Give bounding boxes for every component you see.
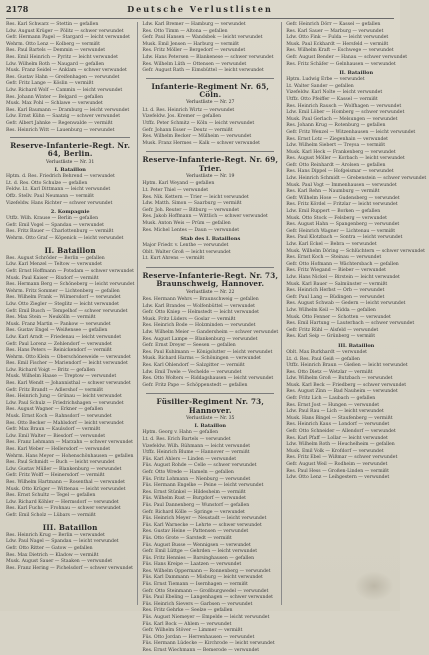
list-item: Gefr. Paul Lang — Büdingen — verwundet: [286, 294, 385, 300]
entry-list: [142, 297, 278, 389]
list-item: Gefr. Emil Lüttge — Gehrden — leicht verwundet: [142, 549, 258, 555]
list-item: Lt. d. Res. Otto Schulze — gefallen: [6, 180, 88, 186]
list-item: Res. Hermann Wehrs — Braunschweig — gefallen: [142, 297, 259, 303]
list-item: Res. Heinrich Rausch — Wolfhagen — verwundet: [286, 103, 402, 109]
list-item: Ldw. Matth. Simon — Saarburg — vermißt: [142, 201, 242, 207]
list-item: Utffz. Heinrich Braun — Gießen — leicht verwundet: [286, 363, 408, 369]
subsection-title: III. Bataillon: [338, 342, 375, 349]
list-item: Res. Fritz Ebel — Wißmar — schwer verwundet: [286, 455, 398, 461]
subsection-title: 2. Kompagnie: [50, 209, 90, 216]
list-item: Res. Heinrich Kaus — Londorf — verwundet: [286, 422, 390, 428]
list-item: Ldw. Karl Arndt — Friedenau — leicht verwundet: [6, 334, 122, 340]
list-item: Musk. Paul Vogt — Immenhausen — verwundet: [286, 182, 397, 188]
list-item: Musk. August Sauer — Staaken — verwundet: [6, 559, 113, 565]
list-item: Gefr. Paul Lorenz — Zehlendorf — verwundet: [6, 341, 112, 347]
list-item: Res. Wilhelm Oppermann — Ronnenberg — verwundet: [142, 568, 271, 574]
list-item: Wehrm. Otto Lenz — Kolberg — vermißt: [6, 41, 100, 47]
list-item: Musk. Karl Beck — Friedberg — schwer verwundet: [286, 382, 407, 388]
list-item: Gefr. August Rath — Eimsbüttel — leicht verwundet: [142, 68, 264, 74]
list-item: Füs. Heinrich Sievers — Garbsen — verwundet: [142, 601, 253, 607]
entry-list: [142, 430, 278, 654]
list-item: Res. August Lampe — Blankenburg — verwundet: [142, 336, 258, 342]
list-item: Ldw. Paul Rau — Lich — leicht verwundet: [286, 409, 384, 415]
list-item: Utffz. Heinrich Blume — Hannover — vermißt: [142, 450, 250, 456]
list-item: Ldw. Heinrich Schmidt — Grebenstein — schwer verwundet: [286, 176, 427, 182]
list-item: Utffz. Peter Schmitz — Köln — leicht verwundet: [142, 121, 255, 126]
section-fr-73: [142, 398, 278, 654]
list-item: Gefr. Fritz Brandt — Adlershof — vermißt: [6, 387, 104, 393]
list-item: Lt. Walter Sander — gefallen: [286, 83, 354, 89]
list-item: Res. Karl Wendt — Johannisthal — schwer verwundet: [6, 381, 131, 387]
list-item: Musk. Paul Gerlach — Melsungen — verwundet: [286, 116, 398, 122]
list-item: Res. Paul Bartels — Demmin — verwundet: [6, 48, 106, 54]
list-item: Res. Paul Hess — Großen-Linden — vermißt: [286, 468, 389, 474]
section-subtitle: Verlustliste — Nr. 27: [186, 100, 235, 106]
list-item: Vizefeldw. Jos. Kremer — gefallen: [142, 114, 222, 120]
list-item: Res. Paul Kuhlmann — Königslutter — leicht verwundet: [142, 349, 273, 355]
section-subtitle: Verlustliste — Nr. 22: [186, 289, 235, 295]
list-item: Lt. d. Res. Heinrich Wirtz — verwundet: [142, 107, 235, 113]
list-item: Res. Heinrich Krug — Berlin — verwundet: [6, 532, 105, 538]
list-item: Res. Jakob Hoffmann — Wittlich — schwer verwundet: [142, 214, 268, 220]
list-item: Res. Hermann Berg — Schöneberg — leicht verwundet: [6, 282, 135, 288]
list-item: Füs. August Niemeyer — Empelde — leicht verwundet: [142, 615, 270, 621]
list-item: Res. Nik. Kettern — Trier — leicht verwundet: [142, 194, 249, 200]
list-item: Oblt. Walter Groß — leicht verwundet: [142, 249, 231, 255]
subsection-title: I. Bataillon: [194, 423, 227, 430]
section-iii-bataillon: [6, 524, 134, 573]
list-item: Musk. Emil Volk — Krofdorf — verwundet: [286, 448, 384, 454]
section-rir-64: [6, 142, 134, 242]
list-item: Gefr. Ernst Dreyer — Seesen — gefallen: [142, 343, 236, 349]
list-item: Hptm. Karl Weyand — gefallen: [142, 181, 215, 187]
list-item: Wehrm. Otto Klein — Oberschöneweide — verwundet: [6, 354, 131, 360]
list-item: Res. August Zinn — Bad Nauheim — verwundet: [286, 389, 398, 395]
page-header: [6, 4, 394, 19]
list-item: Ldw. Karl Brandes — Wolfenbüttel — verwundet: [142, 303, 255, 309]
list-item: Füs. Paul Dannenberg — Wunstorf — gefallen: [142, 502, 250, 508]
list-item: Musk. Ernst Koch — Rahnsdorf — verwundet: [6, 414, 112, 420]
list-item: Gefr. Fritz Pape — Schöppenstedt — gefallen: [142, 382, 248, 388]
list-item: Ldw. Otto Ziegler — Steglitz — leicht verwundet: [6, 301, 119, 307]
list-item: Lt. Peter Thiel — verwundet: [142, 188, 209, 194]
list-item: Res. Karl Seip — Grünberg — vermißt: [286, 334, 376, 340]
list-item: Musk. Karl Heck — Frankenberg — verwundet: [286, 149, 396, 155]
list-item: Gefr. Fritz Lich — Laubach — gefallen: [286, 396, 376, 402]
list-item: Res. Fritz Wiegand — Bieber — verwundet: [286, 268, 386, 274]
list-item: Res. Karl Baumann — Dramburg — leicht verwundet: [6, 107, 130, 113]
list-item: Ldw. Paul Nagel — Spandau — leicht verwundet: [6, 539, 119, 545]
list-item: Vizefeldw. Karl Nolte — leicht verwundet: [286, 90, 383, 96]
list-item: Musk. Wilhelm Haase — Treptow — verwundet: [6, 374, 117, 380]
list-item: Musk. Richard Harms — Schöningen — verwundet: [142, 356, 261, 362]
list-item: Gefr. Heinrich Wagner — Lichtenau — vermißt: [286, 228, 396, 234]
divider: [146, 151, 274, 152]
list-item: Musk. Otto Fenner — Schotten — verwundet: [286, 314, 391, 320]
list-item: Füs. Fritz Lohmann — Nienburg — verwundet: [142, 476, 251, 482]
list-item: Gefr. Emil Busch — Tempelhof — schwer verwundet: [6, 308, 128, 314]
list-item: Res. Franz Lehmann — Marzahn — schwer verwundet: [6, 440, 133, 446]
list-item: Res. August Wagner — Erkner — gefallen: [6, 407, 104, 413]
list-item: Res. Heinrich Bode — Holzminden — verwundet: [142, 323, 256, 329]
list-item: Res. Karl Schwarz — Stettin — gefallen: [6, 22, 99, 27]
list-item: Gefr. Otto Ritter — Gatow — gefallen: [6, 546, 93, 551]
section-title: Füsilier-Regiment Nr. 73, Hannover.: [156, 397, 265, 415]
list-item: Füs. Hans Kreipe — Laatzen — verwundet: [142, 562, 242, 568]
list-item: Res. Karl Ohlendorf — Salzgitter — vermißt: [142, 362, 245, 368]
list-item: Ldw. Emil Löber — Homberg — schwer verwundet: [286, 110, 405, 116]
list-item: Res. Franz Hering — Pichelsdorf — schwer verwundet: [6, 565, 134, 571]
list-item: Res. August Hahn — Spangenberg — verwundet: [286, 222, 400, 228]
list-item: Res. Wilhelm Hartmann — Rosenthal — verwundet: [6, 479, 125, 485]
list-item: Res. Wilhelm Becker — Mülheim — verwundet: [142, 134, 252, 140]
list-item: Res. Otto Becker — Mahlsdorf — leicht verwundet: [6, 420, 124, 426]
list-item: Res. Emil Fischer — Mariendorf — leicht verwundet: [6, 361, 128, 367]
list-item: Gefr. Paul Hansen — Wandsbek — leicht verwundet: [142, 35, 263, 41]
list-item: Res. Heinrich Jung — Grünau — leicht verwundet: [6, 394, 122, 400]
list-item: Ldw. Wilhelm Roth — Heuchelheim — gefallen: [286, 442, 395, 448]
list-item: Ldw. Karl Eckel — Bebra — verwundet: [286, 242, 377, 247]
list-item: Ldw. Otto Fink — Fulda — leicht verwundet: [286, 35, 389, 41]
list-item: Wehrm. Otto Graf — Köpenick — leicht verwundet: [6, 235, 124, 241]
list-item: Musk. Paul Kaiser — Rixdorf — vermißt: [6, 275, 99, 281]
list-item: Res. Wilhelm Frank — Wilmersdorf — verwundet: [6, 295, 121, 301]
list-item: Musk. Anton Weis — Prüm — gefallen: [142, 221, 231, 226]
list-item: Res. Emil Heinrich — Pyritz — leicht verwundet: [6, 54, 118, 60]
list-item: Füs. Hermann Lüdecke — Kirchrode — leicht verwundet: [142, 641, 275, 647]
list-item: Gefr. Fritz Lange — Köslin — vermißt: [6, 81, 94, 87]
list-item: Utffz. Wilh. Krause — Berlin — gefallen: [6, 216, 99, 222]
columns: [6, 22, 427, 653]
list-item: Gefr. Richard Kölle — Springe — verwundet: [142, 509, 245, 515]
list-item: Ldw. Wilhelm Meier — Gandersheim — schwer verwundet: [142, 330, 279, 335]
list-item: Füs. Wilhelm Rust — Burgdorf — verwundet: [142, 496, 246, 502]
list-item: Res. Ernst Koch — Steinau — verwundet: [286, 255, 382, 261]
subsection-title: I. Bataillon: [54, 167, 86, 174]
list-item: Füs. Otto Grote — Sarstedt — vermißt: [142, 535, 232, 541]
divider: [10, 137, 130, 138]
list-item: Res. Fritz Möller — Bergedorf — verwundet: [142, 48, 246, 54]
entry-list: [142, 243, 278, 263]
list-item: Res. Heinrich Witt — Lauenburg — verwundet: [6, 127, 115, 133]
divider: [146, 267, 274, 268]
list-item: Gefr. Heinrich Dörr — Kassel — gefallen: [286, 22, 381, 27]
section-rir-69: [142, 156, 278, 263]
page-number: 2178: [6, 4, 29, 14]
list-item: Hptm. Ludwig Erbe — verwundet: [286, 77, 365, 83]
list-item: Musk. Franz Martin — Pankow — verwundet: [6, 321, 111, 327]
section-title: II. Bataillon: [44, 245, 96, 255]
list-item: Gefr. Otto Kniep — Helmstedt — leicht verwundet: [142, 310, 259, 316]
divider: [146, 78, 274, 79]
section-title: Reserve-Infanterie-Regt. Nr. 64, Berlin.: [10, 141, 131, 159]
list-item: Gefr. Otto Hofmann — Wächtersbach — gefallen: [286, 261, 399, 267]
list-item: Res. Ernst Stünkel — Hildesheim — vermißt: [142, 489, 246, 495]
section-title: Infanterie-Regiment Nr. 65, Cöln.: [151, 81, 270, 100]
list-item: Res. Hans Dippel — Hofgeismar — verwundet: [286, 169, 394, 175]
list-item: Feldw. Lt. Karl Dittmann — leicht verwundet: [6, 187, 111, 193]
list-item: Musk. Otto Stock — Felsberg — verwundet: [286, 215, 387, 221]
column-middle: [142, 22, 282, 653]
list-item: Gefr. Emil Vogel — Spandau — verwundet: [6, 222, 104, 228]
list-item: Ldw. Emil Walter — Biesdorf — verwundet: [6, 433, 106, 439]
entry-list: [286, 350, 426, 482]
list-item: Res. Ernst Jost — Hungen — verwundet: [286, 402, 380, 408]
middle-top-list: [142, 22, 278, 75]
list-item: Wehrm. Fritz Sommer — Lichtenberg — gefallen: [6, 288, 120, 294]
list-item: Res. Karl Weber — Hellersdorf — verwundet: [6, 447, 111, 452]
list-item: Res. Fritz Bauer — Charlottenburg — vermißt: [6, 229, 114, 235]
column-left: [6, 22, 138, 605]
list-item: Res. Paul Klotzbach — Sontra — leicht verwundet: [286, 235, 403, 241]
list-item: Res. Karl Sauer — Marburg — verwundet: [286, 28, 384, 34]
list-item: Füs. Karl Dammann — Misburg — leicht verwundet: [142, 575, 263, 581]
list-item: Res. August Schwab — Gedern — leicht verwundet: [286, 301, 406, 307]
list-item: Füs. Otto Jordan — Herrenhausen — verwundet: [142, 634, 255, 640]
list-item: Ldw. Emil Ruppert — Borken — gefallen: [286, 209, 381, 215]
paper-stain: [354, 571, 394, 601]
list-item: Ldw. Emil Twele — Vechelde — verwundet: [142, 369, 242, 375]
list-item: Res. Otto Timm — Altona — gefallen: [142, 28, 228, 34]
list-item: Musk. Fritz Lüders — Goslar — vermißt: [142, 316, 236, 322]
list-item: Res. Gustav Hahn — Greifenhagen — verwundet: [6, 74, 120, 80]
list-item: Res. Johann Winter — Belgard — gefallen: [6, 94, 104, 100]
list-item: Res. August Schröder — Berlin — gefallen: [6, 255, 105, 261]
list-item: Ldw. Wilhelm Groß — Butzbach — verwundet: [286, 376, 393, 382]
list-item: Lt. Kurt Ahrens — vermißt: [142, 256, 205, 262]
list-item: Gefr. Hermann Pagel — Stargard — leicht verwundet: [6, 35, 130, 41]
list-item: Gefr. August Bender — Hanau — schwer verwundet: [286, 54, 408, 60]
list-item: Res. Max Dietrich — Kladow — vermißt: [6, 552, 99, 558]
list-item: Gefr. Otto Schneider — Allendorf — verwundet: [286, 429, 396, 435]
list-item: Ldw. Ernst Kühn — Saatzig — schwer verwundet: [6, 114, 121, 120]
list-item: Musk. Wilhelm Döring — Schlüchtern — schwer verwundet: [286, 248, 425, 254]
list-item: Gefr. Otto Steinmann — Großburgwedel — verwundet: [142, 588, 269, 594]
list-item: Res. Heinrich Herbst — Orb — verwundet: [286, 288, 385, 294]
list-item: Hptm. d. Res. Friedrich Behrend — verwundet: [6, 174, 115, 180]
entry-list: [6, 256, 134, 520]
list-item: Musk. Hans Bingel — Staufenberg — vermißt: [286, 415, 393, 421]
list-item: Füs. Ernst Tiemann — Isernhagen — vermißt: [142, 582, 248, 588]
list-item: Res. Otto Wolters — Riddagshausen — leicht verwundet: [142, 376, 274, 382]
section-title: III. Bataillon: [42, 522, 98, 532]
list-item: Res. Ernst Lotz — Ziegenhain — verwundet: [286, 136, 388, 142]
subsection-title: II. Bataillon: [339, 70, 374, 77]
list-item: Vizefeldw. Hans Richter — schwer verwundet: [6, 200, 113, 206]
list-item: Musk. Franz Hermes — Kalk — schwer verwundet: [142, 140, 260, 146]
list-item: Ldw. Richard Voigt — Britz — gefallen: [6, 367, 96, 373]
list-item: Musk. Franz Seidel — Anklam — schwer verwundet: [6, 68, 127, 74]
list-item: Oblt. Max Burkhardt — verwundet: [286, 349, 368, 355]
list-item: Gefr. Max Braun — Kaulsdorf — vermißt: [6, 427, 101, 433]
list-item: Res. Fritz Gehrke — Seelze — gefallen: [142, 608, 233, 614]
list-item: Ldw. Hans Nickel — Birstein — leicht verwundet: [286, 274, 400, 280]
section-title: Reserve-Infanterie-Regt. Nr. 73, Braunschweig, Hannover.: [142, 270, 279, 289]
list-item: Füs. Karl Ahlers — Linden — verwundet: [142, 456, 237, 462]
list-item: Res. Fritz Kördel — Fritzlar — leicht verwundet: [286, 202, 398, 208]
list-item: Füs. August Rohde — Celle — schwer verwundet: [142, 463, 257, 469]
left-top-list: [6, 22, 134, 134]
list-item: Ldw. August Krüger — Pölitz — schwer verwundet: [6, 28, 124, 34]
list-item: Utffz. Otto Pfeiffer — Kassel — vermißt: [286, 96, 378, 102]
list-item: Gefr. Wilhelm Stöver — Limmer — vermißt: [142, 628, 243, 634]
list-item: Ldw. Paul Schulz — Friedrichshagen — verwundet: [6, 400, 124, 406]
list-item: Musk. Otto Krüger — Wittenau — leicht verwundet: [6, 486, 126, 492]
list-item: Füs. Paul Ebeling — Langenhagen — schwer verwundet: [142, 595, 273, 601]
entry-list: [6, 533, 134, 573]
list-item: Ldw. Hans Petersen — Blankenese — schwer verwundet: [142, 54, 274, 60]
list-item: Ldw. Karl Menzel — Teltow — verwundet: [6, 262, 102, 268]
list-item: Ldw. Richard Wolf — Cammin — leicht verwundet: [6, 87, 123, 93]
entry-list: [142, 181, 278, 234]
list-item: Gefr. Wilhelm Hose — Gudensberg — verwundet: [286, 195, 400, 201]
list-item: Res. Ernst Schultz — Tegel — gefallen: [6, 493, 96, 499]
list-item: Füs. Karl Bock — Ahlem — verwundet: [142, 621, 232, 627]
list-item: Gefr. Albert Jahnke — Regenwalde — vermißt: [6, 120, 113, 126]
list-item: Res. Wilhelm Kraft — Eschwege — verwundet: [286, 48, 394, 54]
list-item: Res. Max Stein — Neukölln — vermißt: [6, 315, 96, 321]
list-item: Ldw. Wilhelm Keil — Nidda — gefallen: [286, 307, 376, 313]
list-item: Gefr. Emil Scholz — Lübars — vermißt: [6, 512, 96, 518]
list-item: Wehrm. Hans Meyer — Hohenschönhausen — gefallen: [6, 453, 134, 459]
section-rir-73: [142, 272, 278, 389]
list-item: Gefr. Fritz Wolff — Heinersdorf — vermißt: [6, 473, 105, 479]
section-ir-65: [142, 83, 278, 148]
entry-list: [6, 174, 134, 207]
list-item: Res. Gustav Engel — Weißensee — gefallen: [6, 328, 108, 334]
entry-list: [6, 216, 134, 242]
section-ii-bataillon: [6, 247, 134, 520]
list-item: Hptm. Georg v. Hahn — gefallen: [142, 430, 219, 436]
list-item: Gefr. Otto Wrede — Hameln — gefallen: [142, 469, 234, 475]
list-item: Ldw. Richard Köhler — Hermsdorf — verwundet: [6, 499, 119, 505]
list-item: Res. Otto Dietz — Wetzlar — vermißt: [286, 369, 373, 375]
list-item: Lt. d. Res. Erich Bartels — verwundet: [142, 437, 231, 442]
list-item: Res. Gustav Heine — Pattensen — verwundet: [142, 529, 249, 535]
list-item: Gefr. Fritz Wenzel — Witzenhausen — leicht verwundet: [286, 129, 416, 135]
list-item: Res. Fritz Schäfer — Gelnhausen — verwundet: [286, 61, 396, 67]
list-item: Ldw. Otto Lenz — Leihgestern — verwundet: [286, 475, 390, 481]
list-item: Res. Karl Fuchs — Frohnau — schwer verwundet: [6, 506, 121, 512]
list-item: Vizefeldw. Wilh. Rühmann — leicht verwundet: [142, 443, 251, 449]
list-item: Major Friedr. v. Lenthe — verwundet: [142, 243, 229, 249]
list-item: Res. Karl Rehn — Naumburg — vermißt: [286, 189, 380, 195]
list-item: Res. Hans Peters — Reinickendorf — vermißt: [6, 348, 112, 354]
list-item: Füs. Heinrich Meyer — Neustadt — leicht verwundet: [142, 516, 267, 522]
list-item: Musk. Emil Jensen — Harburg — vermißt: [142, 41, 240, 47]
column-right: [286, 22, 429, 605]
subsection-title: Stab des I. Bataillons: [180, 236, 241, 243]
list-item: Ldw. Gustav Müller — Blankenburg — verwundet: [6, 466, 122, 472]
list-item: Gefr. Fritz Rühl — Alsfeld — verwundet: [286, 327, 379, 333]
list-item: Füs. Fritz Hennies — Barsinghausen — gefallen: [142, 555, 255, 561]
list-item: Musk. Paul Eckhardt — Hersfeld — vermißt: [286, 41, 389, 47]
right-top-list: [286, 22, 426, 68]
list-item: Res. Johann Krug — Rotenburg — gefallen: [286, 123, 386, 129]
list-item: Res. August Möller — Korbach — leicht verwundet: [286, 156, 405, 162]
list-item: Ldw. Karl Bremer — Hamburg — verwundet: [142, 22, 246, 27]
list-item: Füs. August Busse — Wennigsen — verwundet: [142, 542, 251, 548]
list-item: Lt. d. Res. Paul Geiß — gefallen: [286, 356, 361, 362]
list-item: Ldw. Wilhelm Roth — Naugard — gefallen: [6, 61, 105, 67]
list-item: Musk. Max Pohl — Schlawe — verwundet: [6, 101, 103, 107]
section-subtitle: Verlustliste — Nr. 35: [186, 415, 235, 421]
list-item: Füs. Hermann Engelke — Peine — leicht verwundet: [142, 483, 264, 489]
divider: [146, 393, 274, 394]
list-item: Res. Paul Schmidt — Buch — leicht verwundet: [6, 460, 115, 466]
list-item: Musk. Karl Bauer — Salmünster — vermißt: [286, 281, 388, 287]
list-item: Gefr. Joh. Reuter — Bitburg — verwundet: [142, 207, 240, 213]
list-item: Ldw. Wilhelm Siebert — Treysa — vermißt: [286, 143, 386, 149]
entry-list: [142, 108, 278, 148]
list-item: Füs. Karl Warnecke — Lehrte — schwer verwundet: [142, 522, 262, 528]
paper-title: Deutsche Verlustlisten: [127, 4, 273, 14]
list-item: Offz. Stellv. Paul Neumann — vermißt: [6, 193, 94, 199]
list-item: Gefr. Johann Esser — Deutz — vermißt: [142, 127, 233, 133]
list-item: Res. Michel Lentes — Daun — verwundet: [142, 227, 240, 233]
list-item: Res. Ernst Wiechmann — Bemerode — verwundet: [142, 648, 260, 653]
section-title: Reserve-Infanterie-Regt. Nr. 69, Trier.: [142, 155, 279, 173]
entry-list: [286, 77, 426, 341]
list-item: Gefr. August Weil — Rodheim — verwundet: [286, 462, 388, 467]
list-item: Res. Wilhelm Lüth — Ottensen — verwundet: [142, 61, 247, 67]
list-item: Gefr. Ernst Hoffmann — Potsdam — schwer verwundet: [6, 268, 134, 274]
section-subtitle: Verlustliste — Nr. 19: [186, 173, 235, 179]
section-subtitle: Verlustliste — Nr. 31: [46, 159, 95, 165]
list-item: Gefr. Otto Reinhardt — Arolsen — gefallen: [286, 162, 386, 168]
list-item: Res. Emil Hartung — Lauterbach — schwer verwundet: [286, 321, 415, 327]
list-item: Res. Karl Pfaff — Lollar — leicht verwundet: [286, 435, 388, 441]
